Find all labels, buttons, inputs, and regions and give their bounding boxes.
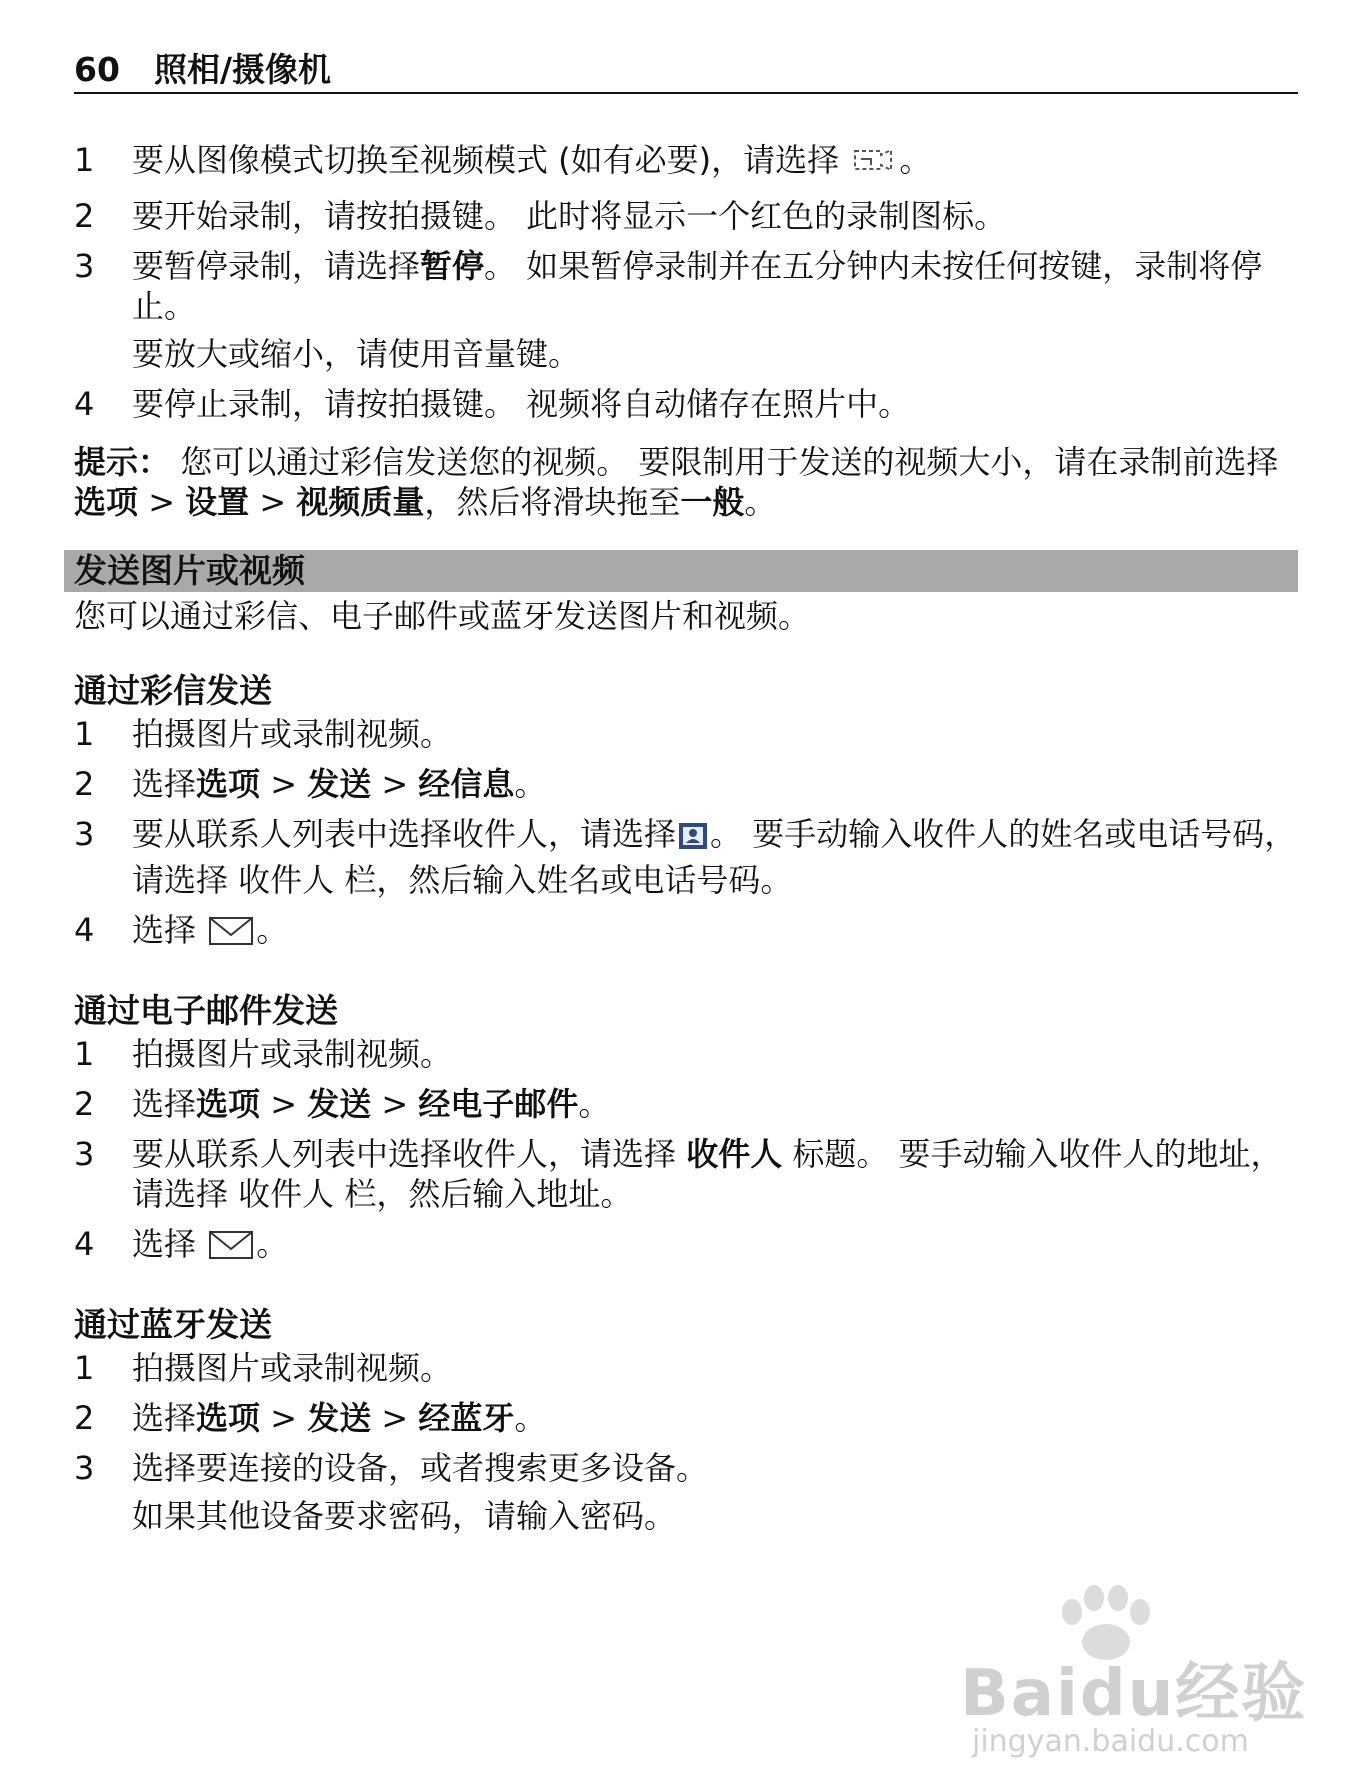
watermark-url: jingyan.baidu.com: [972, 1724, 1249, 1759]
step-number: 2: [74, 1399, 95, 1437]
email-heading: 通过电子邮件发送: [74, 991, 338, 1030]
contacts-icon: [678, 820, 708, 860]
list-item: 1 拍摄图片或录制视频。: [74, 1349, 453, 1387]
list-item: 1 要从图像模式切换至视频模式 (如有必要)，请选择 。: [74, 140, 1298, 186]
video-camera-icon: [851, 145, 897, 186]
step-number: 2: [74, 765, 95, 803]
list-item: 3 选择要连接的设备，或者搜索更多设备。 如果其他设备要求密码，请输入密码。: [74, 1448, 1298, 1536]
list-item: 4 选择 。: [74, 1224, 1298, 1270]
tip-paragraph: 提示： 您可以通过彩信发送您的视频。 要限制用于发送的视频大小，请在录制前选择选项 > 设置 > 视频质量，然后将滑块拖至一般。: [74, 443, 1279, 521]
email-steps-list: [74, 1034, 1298, 1270]
watermark-logo: Baidu经验: [960, 1657, 1308, 1731]
step-note: 要放大或缩小，请使用音量键。: [132, 335, 581, 373]
page-number: 60: [74, 50, 120, 89]
list-item: 2 选择选项 > 发送 > 经蓝牙。: [74, 1399, 547, 1437]
step-number: 3: [74, 815, 95, 853]
baidu-watermark: [960, 1584, 1308, 1774]
step-number: 3: [74, 247, 95, 285]
step-number: 4: [74, 385, 95, 423]
step-number: 2: [74, 1085, 95, 1123]
step-number: 1: [74, 715, 95, 753]
step-number: 4: [74, 911, 95, 949]
ui-term: 暂停: [420, 247, 485, 285]
step-note: 如果其他设备要求密码，请输入密码。: [132, 1497, 677, 1535]
list-item: 3 要从联系人列表中选择收件人，请选择 。 要手动输入收件人的姓名或电话号码，请选择 收件人 栏，然后输入姓名或电话号码。: [74, 815, 1297, 899]
page-content: [74, 140, 1298, 1546]
bluetooth-steps-list: [74, 1348, 1298, 1536]
step-number: 4: [74, 1225, 95, 1263]
step-number: 1: [74, 1349, 95, 1387]
list-item: 4 选择 。: [74, 910, 1298, 956]
section-intro: 您可以通过彩信、电子邮件或蓝牙发送图片和视频。: [74, 597, 811, 635]
list-item: 1 拍摄图片或录制视频。: [74, 1035, 453, 1073]
running-header: [74, 48, 1298, 94]
list-item: 1 拍摄图片或录制视频。: [74, 715, 453, 753]
step-number: 1: [74, 1035, 95, 1073]
list-item: 2 选择选项 > 发送 > 经电子邮件。: [74, 1085, 611, 1123]
step-number: 3: [74, 1135, 95, 1173]
step-number: 1: [74, 141, 95, 179]
list-item: 3 要从联系人列表中选择收件人，请选择 收件人 标题。 要手动输入收件人的地址，请选择 收件人 栏，然后输入地址。: [74, 1135, 1283, 1213]
list-item: 2 选择选项 > 发送 > 经信息。: [74, 765, 547, 803]
video-steps-list: [74, 140, 1298, 424]
mms-steps-list: [74, 714, 1298, 956]
envelope-icon: [208, 1229, 254, 1270]
bluetooth-heading: 通过蓝牙发送: [74, 1305, 272, 1344]
list-item: 3 要暂停录制，请选择暂停。 如果暂停录制并在五分钟内未按任何按键，录制将停止。 要放大或缩小，请使用音量键。: [74, 246, 1298, 374]
step-number: 3: [74, 1449, 95, 1487]
section-heading-bar: 发送图片或视频: [64, 550, 1298, 592]
envelope-icon: [208, 915, 254, 956]
list-item: 4 要停止录制，请按拍摄键。 视频将自动储存在照片中。: [74, 385, 911, 423]
mms-heading: 通过彩信发送: [74, 671, 272, 710]
list-item: 2 要开始录制，请按拍摄键。 此时将显示一个红色的录制图标。: [74, 197, 1007, 235]
step-number: 2: [74, 197, 95, 235]
section-title: 照相/摄像机: [154, 50, 332, 89]
tip-label: 提示：: [74, 443, 171, 481]
